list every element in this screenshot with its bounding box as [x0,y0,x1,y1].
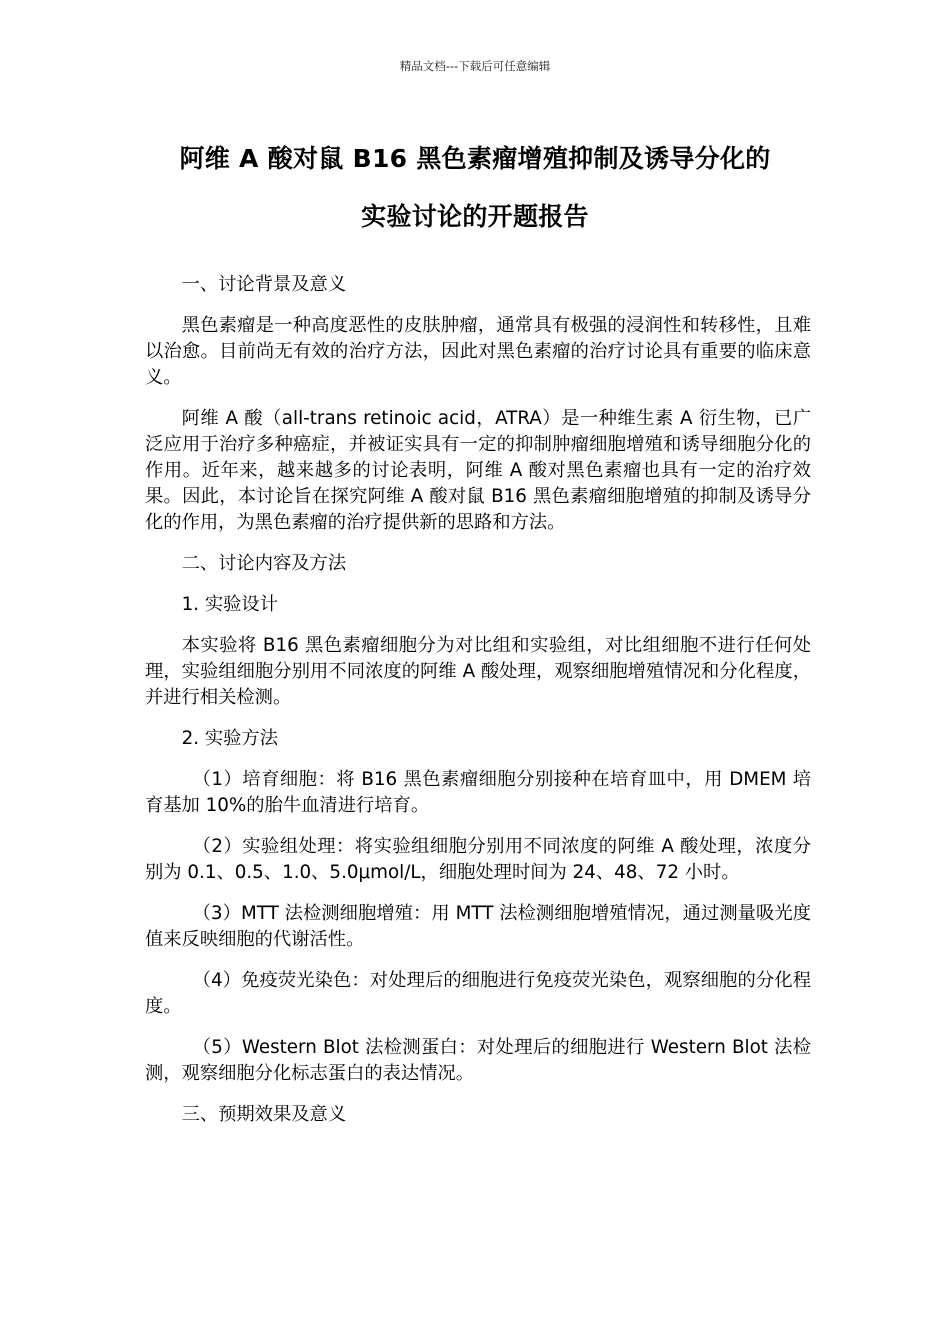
list-item: （5）Western Blot 法检测蛋白：对处理后的细胞进行 Western Blot 法检测，观察细胞分化标志蛋白的表达情况。 [145,1037,811,1084]
paragraph-design: 本实验将 B16 黑色素瘤细胞分为对比组和实验组，对比组细胞不进行任何处理，实验组细胞分别用不同浓度的阿维 A 酸处理，观察细胞增殖情况和分化程度，并进行相关检测。 [145,635,811,708]
list-item: （4）免疫荧光染色：对处理后的细胞进行免疫荧光染色，观察细胞的分化程度。 [145,970,811,1017]
section-heading-methods: 二、讨论内容及方法 [181,553,347,574]
paragraph-background: 黑色素瘤是一种高度恶性的皮肤肿瘤，通常具有极强的浸润性和转移性，且难以治愈。目前尚无有效的治疗方法，因此对黑色素瘤的治疗讨论具有重要的临床意义。 [145,315,811,388]
document-title-line-1: 阿维 A 酸对鼠 B16 黑色素瘤增殖抑制及诱导分化的 [179,144,771,173]
list-item: （2）实验组处理：将实验组细胞分别用不同浓度的阿维 A 酸处理，浓度分别为 0.1、0.5、1.0、5.0μmol/L，细胞处理时间为 24、48、72 小时。 [145,836,811,883]
section-heading-expected: 三、预期效果及意义 [181,1104,347,1125]
document-title-line-2: 实验讨论的开题报告 [361,202,589,231]
subheading-methods: 2. 实验方法 [181,728,278,749]
paragraph-atra: 阿维 A 酸（all-trans retinoic acid，ATRA）是一种维生素 A 衍生物，已广泛应用于治疗多种癌症，并被证实具有一定的抑制肿瘤细胞增殖和诱导细胞分化的作用。近年来，越来越多的讨论表明，阿维 A 酸对黑色素瘤也具有一定的治疗效果。因此，本讨论旨在探究阿维 A 酸对鼠 B16 黑色素瘤细胞增殖的抑制及诱导分化的作用，为黑色素瘤的治疗提供新的思路和方法。 [145,408,811,533]
subheading-design: 1. 实验设计 [181,594,278,615]
list-item: （1）培育细胞：将 B16 黑色素瘤细胞分别接种在培育皿中，用 DMEM 培育基加 10%的胎牛血清进行培育。 [145,769,811,816]
section-heading-background: 一、讨论背景及意义 [181,274,347,295]
header-note: 精品文档---下载后可任意编辑 [399,59,551,73]
document-body [145,272,811,1143]
list-item: （3）MTT 法检测细胞增殖：用 MTT 法检测细胞增殖情况，通过测量吸光度值来反映细胞的代谢活性。 [145,903,811,950]
